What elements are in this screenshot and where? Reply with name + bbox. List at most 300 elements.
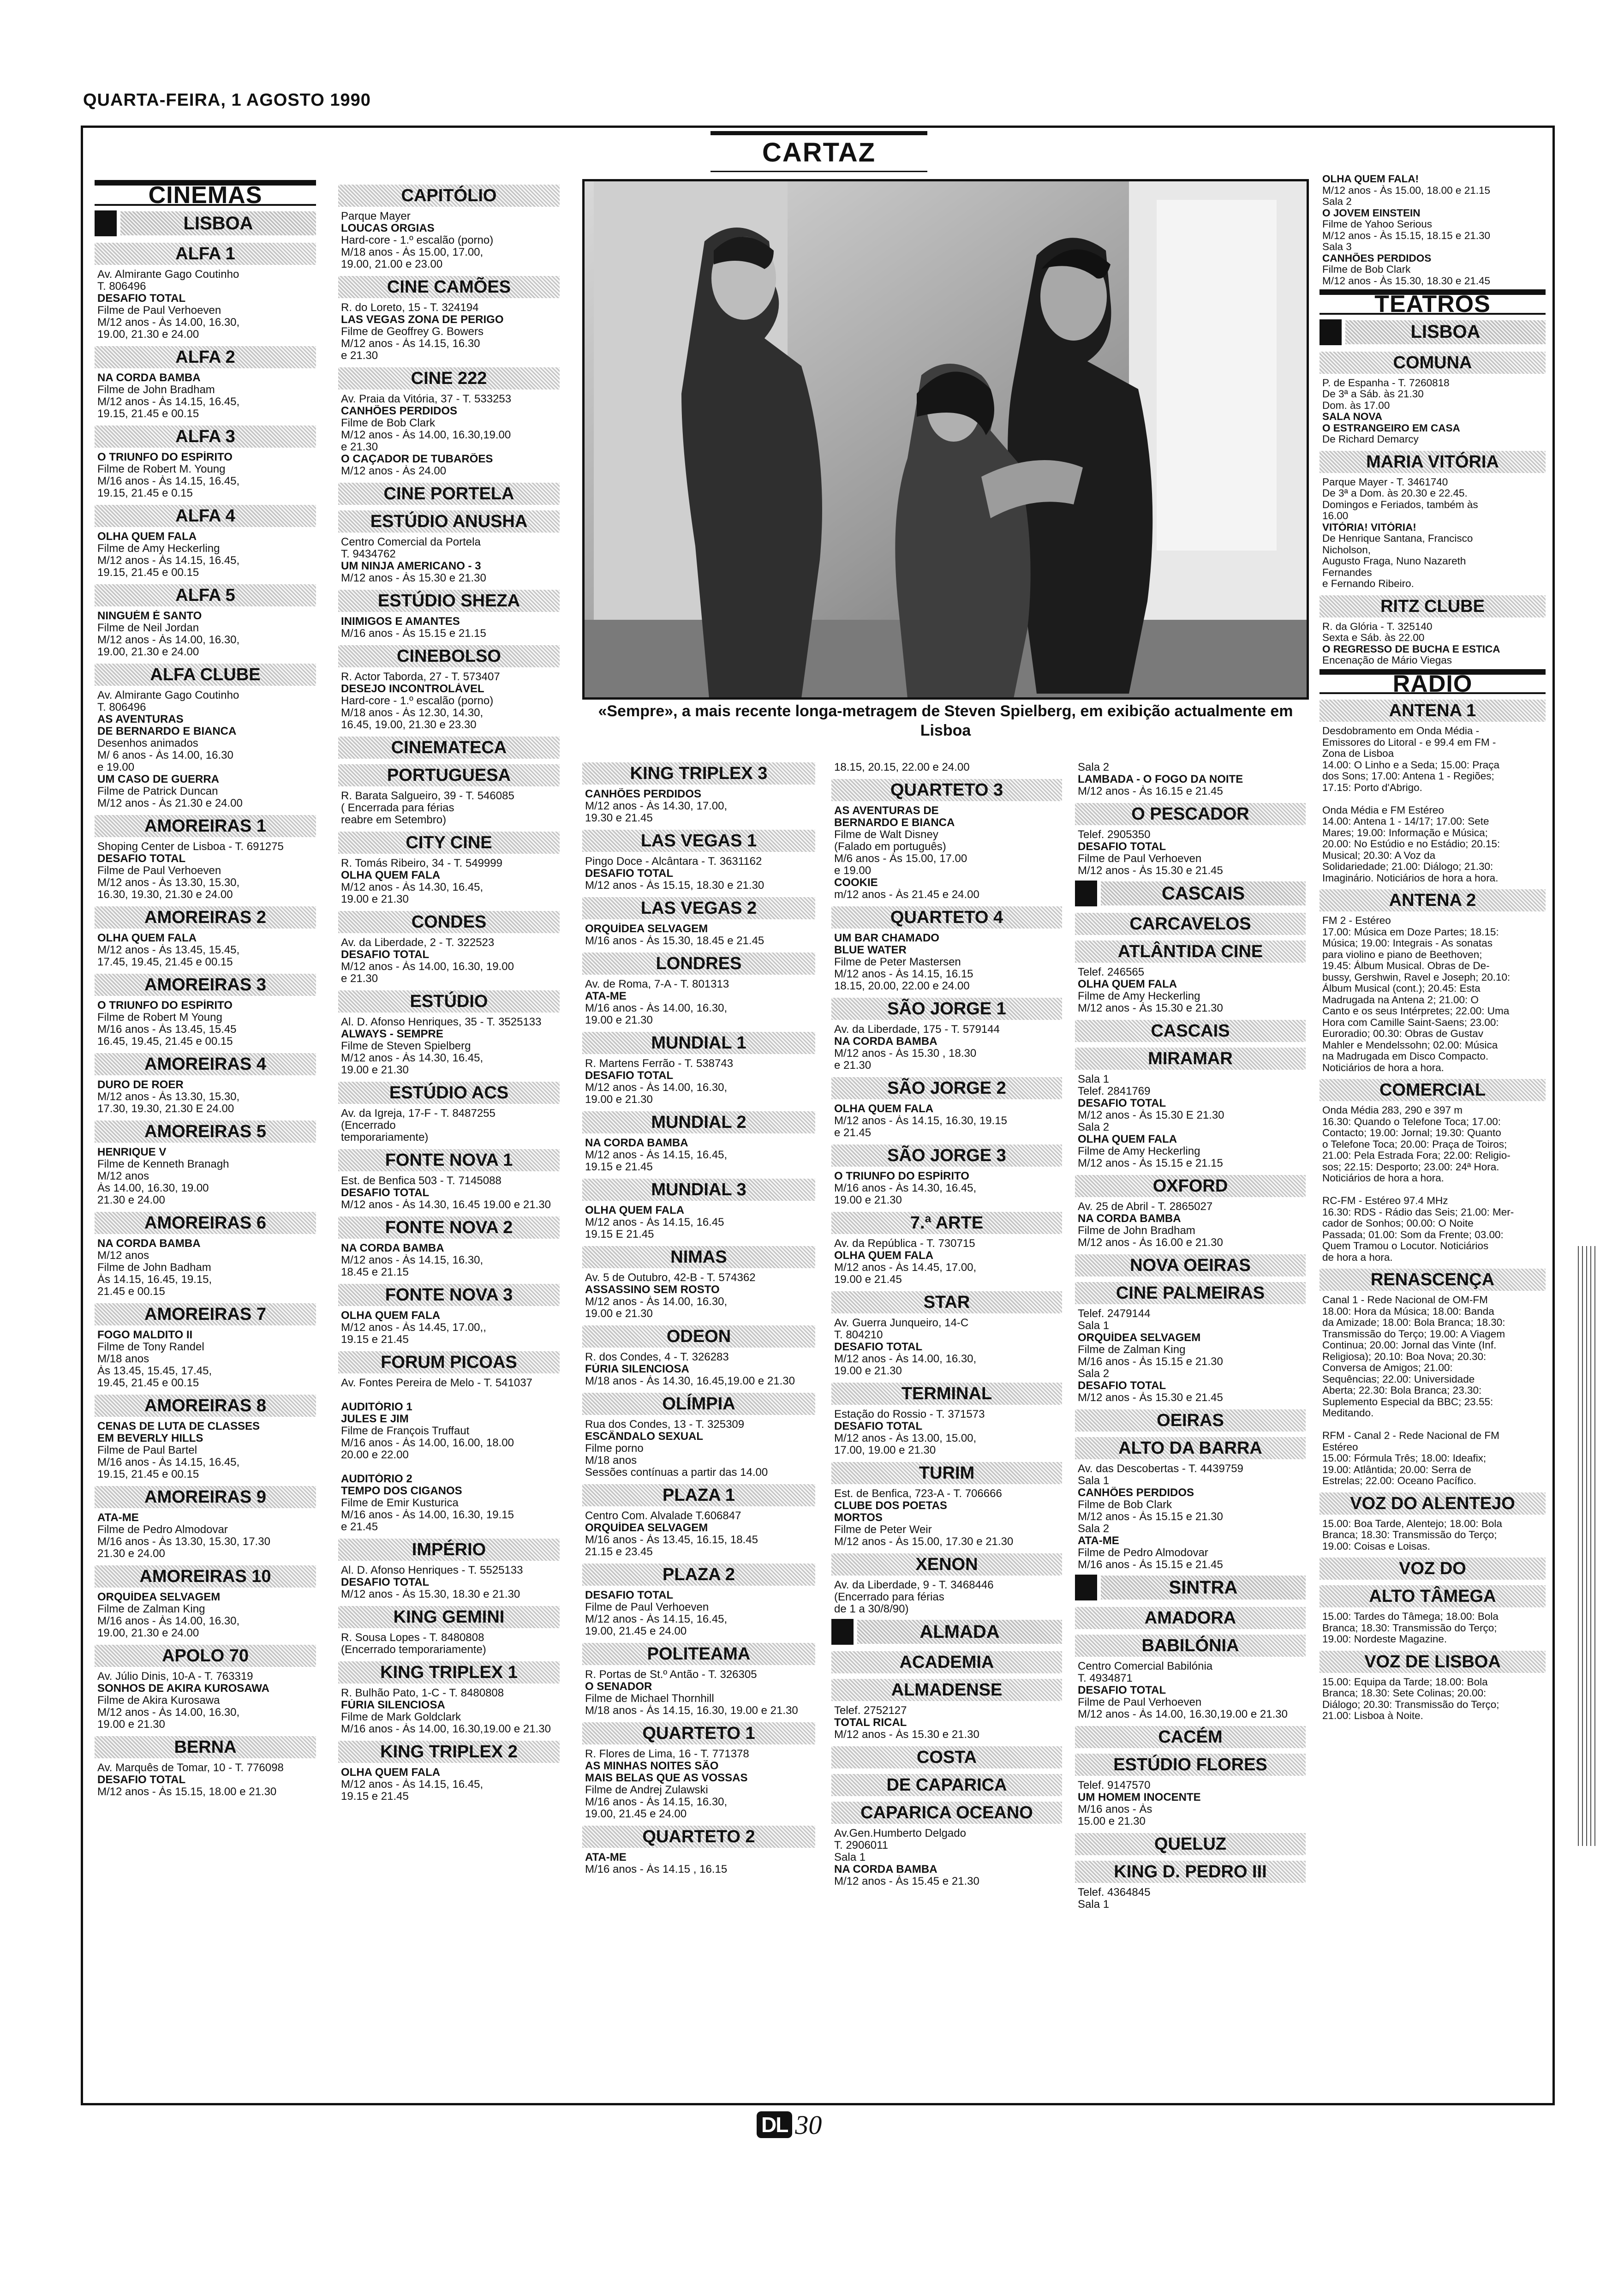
page-footer (757, 2110, 822, 2139)
listing-line: 20.00 e 22.00 (341, 1449, 409, 1461)
venue-heading: CINE 222 (338, 367, 560, 389)
listing-line: UM BAR CHAMADO (834, 932, 939, 944)
listing-entry (1322, 477, 1543, 590)
listing-line: Encenação de Mário Viegas (1322, 655, 1452, 666)
listing-line: Álbum Musical (cont.); 20.45: Esta (1322, 983, 1481, 994)
venue-heading: OEIRAS (1075, 1409, 1306, 1432)
listing-line: AUDITÓRIO 1 (341, 1401, 412, 1413)
listing-line: M/16 anos - Às 14.00, 16.30,19.00 e 21.30 (341, 1723, 551, 1735)
listing-line: OLHA QUEM FALA (834, 1103, 934, 1115)
listing-line: AS AVENTURAS DE (834, 805, 939, 817)
venue-heading: SÃO JORGE 3 (831, 1144, 1062, 1167)
listing-line: OLHA QUEM FALA (97, 531, 197, 543)
listing-line: 19.45: Álbum Musical. Obras de De- (1322, 960, 1490, 971)
listing-entry (97, 1079, 313, 1115)
venue-heading: NIMAS (582, 1246, 815, 1268)
column-cinemas-4 (831, 761, 1062, 1890)
listing-line: Filme de Paul Verhoeven (97, 305, 221, 317)
listing-line: M/12 anos - Às 14.00, 16.30, (97, 317, 240, 329)
listing-line: e 21.45 (341, 1521, 378, 1533)
listing-line: 15.00 e 21.30 (1078, 1816, 1146, 1828)
listing-line: Às 14.15, 16.45, 19.15, (97, 1274, 212, 1286)
listing-line: 19.00, 21.30 e 24.00 (97, 646, 199, 658)
listing-line: Av. Praia da Vitória, 37 - T. 533253 (341, 393, 512, 405)
listing-entry (585, 1510, 812, 1558)
listing-line: M/12 anos - Às 15.00, 18.00 e 21.15 (1322, 185, 1490, 196)
listing-entry (97, 932, 313, 968)
listing-line: M/12 anos - Às 15.30 e 21.30 (834, 1729, 979, 1741)
listing-line: M/12 anos - Às 14.00, 16.30, (834, 1353, 977, 1365)
listing-line: M/12 anos - Às 14.00, 16.30, (585, 1082, 728, 1094)
listing-line: Av. Guerra Junqueiro, 14-C (834, 1317, 969, 1329)
listing-line: M/ 6 anos - Às 14.00, 16.30 (97, 749, 233, 761)
listing-line: Conversa de Amigos; 21.00: (1322, 1362, 1453, 1373)
venue-heading: CINE PORTELA (338, 483, 560, 505)
listing-line: ATA-ME (585, 1852, 627, 1864)
listing-line: 19.00: Atlântida; 20.00: Serra de (1322, 1464, 1471, 1475)
listing-line: Estéreo (1322, 1441, 1358, 1453)
listing-line: UM CASO DE GUERRA (97, 773, 220, 785)
listing-line: FOGO MALDITO II (97, 1329, 193, 1341)
listing-line: M/18 anos (585, 1455, 637, 1467)
listing-line: T. 9434762 (341, 548, 396, 560)
venue-heading: CACÉM (1075, 1726, 1306, 1748)
listing-line: M/12 anos - Às 15.15 e 21.30 (1078, 1511, 1223, 1523)
listing-line: De Richard Demarcy (1322, 434, 1419, 445)
venue-heading: ACADEMIA (831, 1651, 1062, 1673)
venue-heading: CAPITÓLIO (338, 185, 560, 207)
listing-entry (834, 1488, 1059, 1548)
listing-line: Av.Gen.Humberto Delgado (834, 1828, 966, 1840)
venue-heading: MUNDIAL 1 (582, 1032, 815, 1054)
listing-entry (341, 1687, 557, 1735)
listing-line (1322, 1184, 1543, 1196)
listing-line: DESAFIO TOTAL (341, 1576, 430, 1588)
listing-line: NA CORDA BAMBA (1078, 1213, 1181, 1225)
venue-heading: CINEMATECA (338, 737, 560, 759)
listing-entry (97, 689, 313, 809)
listing-line: M/18 anos - Às 14.30, 16.45,19.00 e 21.30 (585, 1375, 795, 1387)
listing-line: 17.45, 19.45, 21.45 e 00.15 (97, 956, 233, 968)
listing-line: R. Tomás Ribeiro, 34 - T. 549999 (341, 857, 502, 869)
venue-heading: AMOREIRAS 1 (95, 815, 316, 837)
scan-edge-artifact (1578, 1246, 1596, 1846)
listing-line: 16.30: RDS - Rádio das Seis; 21.00: Mer- (1322, 1206, 1514, 1218)
listing-line: ORQUÍDEA SELVAGEM (585, 1522, 708, 1534)
listing-line: DURO DE ROER (97, 1079, 184, 1091)
listing-line: 21.30 e 24.00 (97, 1194, 165, 1206)
listing-line: Noticiários de hora a hora. (1322, 1173, 1444, 1184)
venue-heading: IMPÉRIO (338, 1539, 560, 1561)
listing-line: T. 804210 (834, 1329, 883, 1341)
listing-entry (97, 1146, 313, 1206)
listing-entry (834, 1579, 1059, 1615)
listing-line: NA CORDA BAMBA (585, 1137, 688, 1149)
listing-entry (341, 210, 557, 270)
listing-line: Filme de Bob Clark (1322, 264, 1411, 275)
listing-line: Av. Fontes Pereira de Melo - T. 541037 (341, 1377, 532, 1389)
venue-heading: XENON (831, 1553, 1062, 1576)
listing-line: Av. Almirante Gago Coutinho (97, 689, 239, 701)
listing-line: O REGRESSO DE BUCHA E ESTICA (1322, 643, 1500, 655)
listing-line: Est. de Benfica, 723-A - T. 706666 (834, 1488, 1002, 1500)
listing-line: M/18 anos - Às 15.00, 17.00, (341, 246, 484, 258)
listing-line: e 21.30 (341, 973, 378, 985)
listing-line: Filme de Akira Kurosawa (97, 1695, 220, 1707)
listing-line: Filme de Amy Heckerling (97, 543, 220, 555)
listing-line: Hora com Camille Saint-Saens; 23.00: (1322, 1017, 1499, 1028)
venue-heading: CASCAIS (1075, 1020, 1306, 1042)
listing-line: FÚRIA SILENCIOSA (585, 1363, 689, 1375)
venue-heading: AMOREIRAS 7 (95, 1303, 316, 1325)
listing-line: Continua; 20.00: Jornal das Vinte (Inf. (1322, 1340, 1497, 1351)
listing-line: M/16 anos - Às 14.00, 16.30, (97, 1615, 240, 1627)
listing-line: DESAFIO TOTAL (1078, 1380, 1166, 1392)
listing-entry (585, 978, 812, 1026)
venue-heading: TURIM (831, 1462, 1062, 1484)
section-title: TEATROS (1320, 289, 1546, 315)
listing-line: 19.15 e 21.45 (585, 1161, 653, 1173)
listing-entry (341, 1377, 557, 1533)
venue-heading: O PESCADOR (1075, 803, 1306, 825)
listing-line: Filme de Bob Clark (1078, 1499, 1172, 1511)
listing-line: 19.00: Coisas e Loisas. (1322, 1540, 1430, 1552)
listing-line: ATA-ME (97, 1512, 139, 1524)
listing-line: M/12 anos - Às 14.30, 16.45 19.00 e 21.30 (341, 1199, 551, 1211)
listing-line: NINGUÉM É SANTO (97, 610, 202, 622)
listing-line: Zona de Lisboa (1322, 748, 1394, 759)
listing-line: Telef. 2479144 (1078, 1308, 1151, 1320)
listing-line (1322, 1419, 1543, 1431)
listing-line: Av. Júlio Dinis, 10-A - T. 763319 (97, 1671, 253, 1683)
listing-line: Dom. às 17.00 (1322, 400, 1390, 411)
listing-line: para violino e piano de Beethoven; (1322, 949, 1482, 960)
listing-line: M/12 anos - Às 15.30 e 21.45 (1078, 1392, 1223, 1404)
listing-line: RC-FM - Estéreo 97.4 MHz (1322, 1195, 1448, 1206)
listing-line: Filme de Peter Mastersen (834, 956, 961, 968)
listing-line: De Henrique Santana, Francisco (1322, 533, 1473, 544)
venue-heading: ALFA 5 (95, 584, 316, 606)
listing-line: 17.30, 19.30, 21.30 E 24.00 (97, 1103, 234, 1115)
venue-heading: LAS VEGAS 2 (582, 897, 815, 919)
listing-line: Filme de Steven Spielberg (341, 1040, 471, 1052)
venue-heading: ANTENA 2 (1320, 889, 1546, 911)
listing-line: Telef. 246565 (1078, 966, 1145, 978)
venue-heading: NOVA OEIRAS (1075, 1254, 1306, 1276)
listing-line: 18.15, 20.00, 22.00 e 24.00 (834, 980, 970, 992)
listing-line: 19.00 e 21.30 (97, 1719, 165, 1731)
listing-line: P. de Espanha - T. 7260818 (1322, 377, 1450, 389)
listing-entry (834, 1408, 1059, 1456)
listing-line: UM HOMEM INOCENTE (1078, 1792, 1201, 1804)
listing-entry (834, 761, 1059, 773)
listing-line: R. Flores de Lima, 16 - T. 771378 (585, 1748, 749, 1760)
column-cinemas-1 (95, 180, 316, 1801)
listing-line: R. Actor Taborda, 27 - T. 573407 (341, 671, 500, 683)
listing-entry (341, 1108, 557, 1144)
listing-line: M/12 anos - Às 14.15, 16.45, (97, 396, 240, 408)
page-number: 30 (795, 2109, 822, 2140)
listing-line: ATA-ME (585, 990, 627, 1002)
listing-line: Filme de Robert M Young (97, 1012, 222, 1024)
listing-line: Filme de Walt Disney (834, 829, 938, 841)
venue-heading: PORTUGUESA (338, 764, 560, 786)
listing-entry (341, 1310, 557, 1346)
listing-line: BERNARDO E BIANCA (834, 817, 955, 829)
venue-heading: ALTO TÂMEGA (1320, 1585, 1546, 1607)
listing-line: MORTOS (834, 1512, 883, 1524)
venue-heading: DE CAPARICA (831, 1774, 1062, 1796)
listing-line: M/12 anos - Às 14.15, 16.15 (834, 968, 973, 980)
venue-heading: CITY CINE (338, 832, 560, 854)
listing-line: Filme de Andrej Zulawski (585, 1784, 708, 1796)
listing-line: m/12 anos - Às 21.45 e 24.00 (834, 889, 979, 901)
listing-line: 21.45 e 00.15 (97, 1286, 165, 1298)
listing-line: OLHA QUEM FALA (585, 1204, 685, 1216)
listing-line: M/12 anos - Às 15.30, 18.30 e 21.30 (341, 1588, 520, 1600)
listing-line: Desdobramento em Onda Média - (1322, 725, 1480, 737)
listing-line: Telef. 2905350 (1078, 829, 1151, 841)
city-heading (95, 210, 316, 236)
listing-line: 15.00: Boa Tarde, Alentejo; 18.00: Bola (1322, 1518, 1502, 1529)
venue-heading: ATLÂNTIDA CINE (1075, 941, 1306, 963)
listing-entry (1322, 1677, 1543, 1722)
listing-entry (585, 1351, 812, 1387)
venue-heading: ALFA CLUBE (95, 664, 316, 686)
listing-entry (341, 1767, 557, 1803)
listing-line: Sala 1 (1078, 1899, 1110, 1911)
photo-caption: «Sempre», a mais recente longa-metragem de Steven Spielberg, em exibição actualmente em Lisboa (598, 702, 1293, 739)
column-teatros-radio (1320, 174, 1546, 1725)
square-icon (95, 210, 117, 236)
listing-line: Filme de Amy Heckerling (1078, 1145, 1200, 1157)
listing-entry (834, 1103, 1059, 1139)
venue-heading: FONTE NOVA 2 (338, 1216, 560, 1239)
listing-entry (1078, 966, 1303, 1014)
listing-entry (1322, 378, 1543, 445)
listing-line: 19.15 e 21.45 (341, 1791, 409, 1803)
listing-line: M/12 anos - Às 14.00, 16.30, (97, 1707, 240, 1719)
venue-heading: RITZ CLUBE (1320, 595, 1546, 617)
listing-line: M/12 anos - Às 13.00, 15.00, (834, 1432, 977, 1444)
listing-line: Filme de Bob Clark (341, 417, 436, 429)
listing-line: DESEJO INCONTROLÁVEL (341, 683, 484, 695)
listing-entry (341, 302, 557, 362)
listing-line: 19.00 e 21.30 (585, 1094, 653, 1106)
listing-line: DESAFIO TOTAL (341, 949, 430, 961)
listing-line: e 21.30 (341, 350, 378, 362)
listing-line: M/12 anos - Às 24.00 (341, 465, 447, 477)
listing-line: M/12 anos - Às 15.45 e 21.30 (834, 1876, 979, 1888)
venue-heading: CINEBOLSO (338, 645, 560, 667)
listing-entry (341, 1632, 557, 1656)
listing-entry (1078, 1780, 1303, 1828)
listing-line: Branca; 18.30: Transmissão do Terço; (1322, 1529, 1497, 1540)
venue-heading: QUARTETO 2 (582, 1826, 815, 1848)
listing-line: Est. de Benfica 503 - T. 7145088 (341, 1175, 502, 1187)
listing-entry (585, 1272, 812, 1320)
listing-entry (97, 1000, 313, 1048)
listing-line: 19.15, 21.45 e 00.15 (97, 567, 199, 579)
listing-entry (341, 790, 557, 826)
listing-line: M/12 anos - Às 15.15, 18.00 e 21.30 (97, 1786, 277, 1798)
listing-line: CANHÕES PERDIDOS (1322, 252, 1432, 264)
listing-line: LAS VEGAS ZONA DE PERIGO (341, 314, 504, 326)
listing-entry (97, 841, 313, 901)
listing-line: Filme de Yahoo Serious (1322, 219, 1433, 230)
listing-line: 19.15 E 21.45 (585, 1228, 654, 1240)
listing-line: bussy, Gershwin, Ravel e Joseph; 20.10: (1322, 971, 1511, 983)
city-name: ALMADA (857, 1620, 1062, 1644)
listing-line: R. Portas de St.º Antão - T. 326305 (585, 1669, 757, 1681)
venue-heading: VOZ DE LISBOA (1320, 1651, 1546, 1673)
listing-line: M/12 anos - Às 13.30, 15.30, (97, 877, 240, 889)
listing-line: M/12 anos - Às 13.45, 15.45, (97, 944, 240, 956)
listing-line: M/12 anos - Às 15.00, 17.30 e 21.30 (834, 1536, 1014, 1548)
listing-line: 21.00: Lisboa à Noite. (1322, 1710, 1423, 1721)
listing-line: M/12 anos - Às 14.30, 16.45, (341, 881, 484, 893)
listing-line: Centro Com. Alvalade T.606847 (585, 1510, 741, 1522)
venue-heading: CINE CAMÕES (338, 276, 560, 298)
venue-heading: PLAZA 1 (582, 1484, 815, 1506)
listing-line: 19.00 e 21.45 (834, 1274, 902, 1286)
listing-entry (1322, 174, 1543, 287)
listing-entry (97, 269, 313, 341)
listing-line: 15.00: Tardes do Tâmega; 18.00: Bola (1322, 1611, 1499, 1622)
listing-line: M/16 anos - Às 15.15 e 21.30 (1078, 1356, 1223, 1368)
listing-line: 15.00: Equipa da Tarde; 18.00: Bola (1322, 1676, 1488, 1688)
listing-line: Al. D. Afonso Henriques - T. 5525133 (341, 1564, 523, 1576)
listing-line: M/12 anos (97, 1250, 149, 1262)
listing-line: RFM - Canal 2 - Rede Nacional de FM (1322, 1430, 1499, 1441)
listing-line: 19.30 e 21.45 (585, 812, 653, 824)
listing-line: 19.00 e 21.30 (585, 1308, 653, 1320)
listing-line: Filme de Peter Weir (834, 1524, 932, 1536)
listing-line: NA CORDA BAMBA (834, 1036, 937, 1048)
square-icon (1075, 881, 1097, 906)
listing-line: M/6 anos - Às 15.00, 17.00 (834, 853, 967, 865)
listing-line: Hard-core - 1.º escalão (porno) (341, 234, 494, 246)
listing-entry (834, 1705, 1059, 1741)
listing-line: 20.00: No Estúdio e no Estádio; 20.15: (1322, 839, 1500, 850)
listing-line: M/12 anos - Às 14.30, 16.45, (341, 1052, 484, 1064)
listing-line: R. Martens Ferrão - T. 538743 (585, 1058, 734, 1070)
listing-line: e 21.30 (341, 441, 378, 453)
venue-heading: KING TRIPLEX 1 (338, 1661, 560, 1684)
venue-heading: LONDRES (582, 953, 815, 975)
listing-line: OLHA QUEM FALA (834, 1250, 934, 1262)
listing-line: ( Encerrada para férias (341, 802, 454, 814)
listing-line: Filme de John Badham (97, 1262, 211, 1274)
listing-line: Canto e os seus Intérpretes; 22.00: Uma (1322, 1006, 1510, 1017)
listing-entry (585, 1589, 812, 1637)
venue-heading: ESTÚDIO FLORES (1075, 1754, 1306, 1776)
venue-heading: QUARTETO 3 (831, 779, 1062, 801)
venue-heading: QUARTETO 1 (582, 1722, 815, 1744)
venue-heading: AMOREIRAS 10 (95, 1565, 316, 1588)
listing-line: 19.00 e 21.30 (341, 1064, 409, 1076)
listing-line: OLHA QUEM FALA! (1322, 174, 1419, 185)
listing-line (341, 1389, 557, 1401)
listing-line: M/12 anos - Às 14.15, 16.45, (585, 1149, 728, 1161)
venue-heading: ESTÚDIO (338, 990, 560, 1013)
listing-line: Aberta; 22.30: Bola Branca; 23.30: (1322, 1385, 1482, 1396)
listing-line: LAMBADA - O FOGO DA NOITE (1078, 773, 1243, 785)
listing-line: Filme de John Bradham (1078, 1225, 1195, 1237)
venue-heading: AMOREIRAS 6 (95, 1212, 316, 1234)
venue-heading: POLITEAMA (582, 1643, 815, 1665)
listing-line: e 21.30 (834, 1060, 872, 1072)
listing-line: DESAFIO TOTAL (834, 1420, 923, 1432)
listing-entry (97, 1671, 313, 1731)
listing-line: de 1 a 30/8/90) (834, 1603, 909, 1615)
listing-entry (1322, 1294, 1543, 1487)
listing-line: 16.00 (1322, 510, 1349, 521)
city-name: LISBOA (1345, 320, 1546, 344)
listing-line: Filme de Paul Verhoeven (1078, 853, 1202, 865)
listing-line: ALWAYS - SEMPRE (341, 1028, 443, 1040)
listing-line: 19.00, 21.45 e 24.00 (585, 1625, 687, 1637)
listing-line: Filme de John Bradham (97, 384, 215, 396)
venue-heading: LAS VEGAS 1 (582, 830, 815, 852)
listing-line: Augusto Fraga, Nuno Nazareth (1322, 556, 1466, 567)
listing-line: M/16 anos - Às 15.30, 18.45 e 21.45 (585, 935, 764, 947)
venue-heading: AMOREIRAS 2 (95, 906, 316, 929)
venue-heading: BABILÓNIA (1075, 1635, 1306, 1657)
listing-entry (1078, 1660, 1303, 1720)
listing-line: Av. Almirante Gago Coutinho (97, 269, 239, 281)
city-heading (1075, 1575, 1306, 1600)
venue-heading: KING D. PEDRO III (1075, 1861, 1306, 1883)
listing-line: M/12 anos - Às 14.15, 16.30, (341, 1254, 484, 1266)
listing-line: Às 14.00, 16.30, 19.00 (97, 1182, 209, 1194)
listing-line: e Fernando Ribeiro. (1322, 578, 1414, 589)
venue-heading: AMOREIRAS 8 (95, 1395, 316, 1417)
venue-heading: ALFA 2 (95, 346, 316, 368)
listing-entry (341, 1016, 557, 1076)
listing-line: M/16 anos - Às 14.15, 16.45, (97, 1456, 240, 1468)
listing-line: 19.00, 21.30 e 24.00 (97, 1627, 199, 1639)
venue-heading: CARCAVELOS (1075, 913, 1306, 935)
listing-entry (834, 1238, 1059, 1286)
listing-line: ATA-ME (1078, 1535, 1119, 1547)
listing-entry (585, 1748, 812, 1820)
listing-line: O SENADOR (585, 1681, 652, 1693)
listing-line: M/16 anos - Às 14.15 , 16.15 (585, 1864, 728, 1876)
listing-line: ORQUÍDEA SELVAGEM (1078, 1332, 1201, 1344)
listing-entry (834, 1170, 1059, 1206)
venue-heading: ODEON (582, 1325, 815, 1348)
listing-line: O TRIUNFO DO ESPÍRITO (97, 451, 233, 463)
listing-line: AUDITÓRIO 2 (341, 1473, 412, 1485)
listing-line: DE BERNARDO E BIANCA (97, 725, 237, 737)
listing-line: Telef. 9147570 (1078, 1780, 1151, 1792)
listing-line: M/12 anos - Às 14.15, 16.45, (97, 555, 240, 567)
listing-entry (1322, 1611, 1543, 1645)
listing-line: 19.15 e 21.45 (341, 1334, 409, 1346)
listing-line: M/16 anos - Às 14.30, 16.45, (834, 1182, 977, 1194)
photo-image (585, 181, 1307, 697)
city-name: SINTRA (1101, 1576, 1306, 1600)
listing-entry (1322, 1518, 1543, 1552)
venue-heading: ALFA 4 (95, 505, 316, 527)
listing-line: Centro Comercial Babilónia (1078, 1660, 1213, 1672)
listing-entry (341, 937, 557, 985)
listing-line: CANHÕES PERDIDOS (1078, 1487, 1194, 1499)
section-title: CINEMAS (95, 180, 316, 206)
listing-line: MAIS BELAS QUE AS VOSSAS (585, 1772, 748, 1784)
listing-line: Diálogo; 20.30: Transmissão do Terço; (1322, 1699, 1499, 1710)
